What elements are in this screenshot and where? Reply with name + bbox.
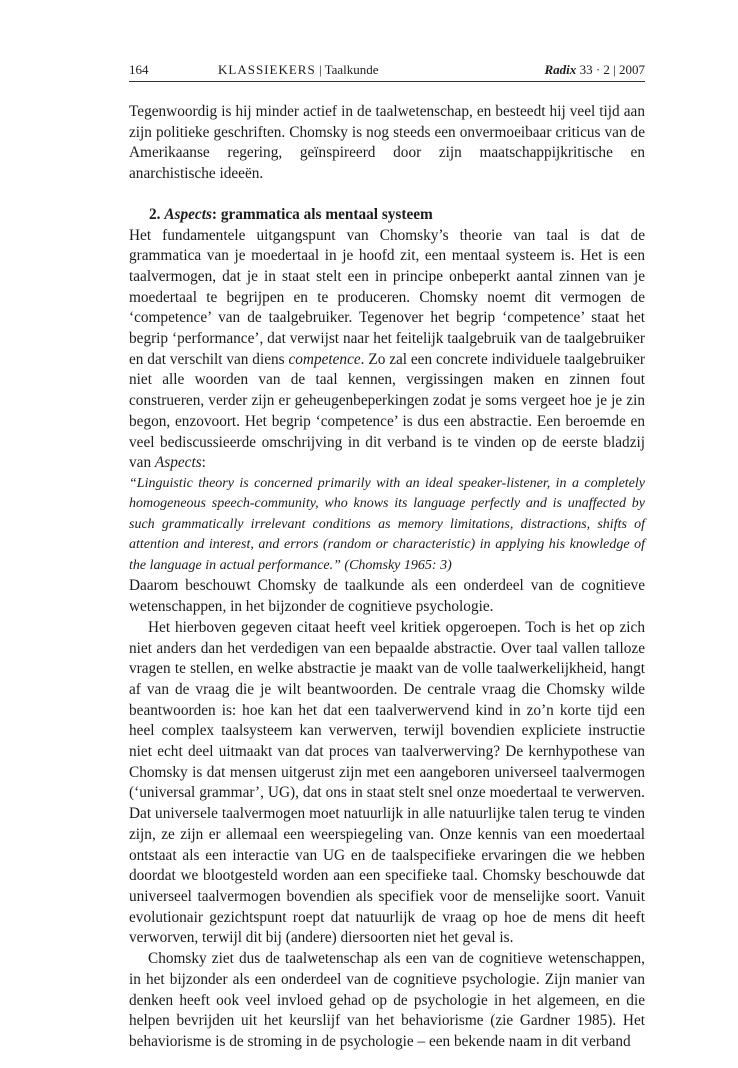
journal-name: Radix [544,62,577,77]
subsection-name: Taalkunde [324,62,379,77]
section-name: KLASSIEKERS [218,62,316,77]
block-quote: “Linguistic theory is concerned primarily with an ideal speaker-listener, in a completely homogeneous speech-community, who knows its language perfectly and is unaffected by such grammatically irrelevant conditions as memory limitations, distractions, shifts of attention and interest, and errors (random or characteristic) in applying his knowledge of the language in actual performance.” (Chomsky 1965: 3) [129,475,645,573]
italic-title: Aspects [154,454,202,472]
journal-info [545,62,645,78]
intro-paragraph: Tegenwoordig is hij minder actief in de taalwetenschap, en besteedt hij veel tijd aan zijn politieke geschriften. Chomsky is nog steeds een onvermoeibaar criticus van de Amerikaanse regering, geïnspireerd door zijn maatschappijkritische en anarchistische ideeën. [129,103,645,183]
section-heading [129,205,645,226]
paragraph-behaviorism: Chomsky ziet dus de taalwetenschap als een van de cognitieve wetenschappen, in het bijzonder als een onderdeel van de cognitieve psychologie. Zijn manier van denken heeft ook veel invloed gehad op de psychologie in het algemeen, en die helpen bevrijden uit het keurslijf van het behaviorisme (zie Gardner 1985). Het behaviorisme is de stroming in de psychologie – een bekende naam in dit verband [129,950,645,1050]
article-body [129,102,645,1053]
header-rule [129,81,645,82]
header-separator: | [318,62,322,77]
paragraph-text: : [201,454,206,472]
journal-issue: 33 · 2 | 2007 [579,62,645,77]
paragraph-competence [129,226,645,474]
paragraph-conclusion: Daarom beschouwt Chomsky de taalkunde als een onderdeel van de cognitieve wetenschappen, in het bijzonder de cognitieve psychologie. [129,577,645,616]
paragraph-text: Het fundamentele uitgangspunt van Chomsky’s theorie van taal is dat de grammatica van je moedertaal in je hoofd zit, een mentaal systeem is. Het is een taalvermogen, dat je in staat stelt een in principe onbeperkt aantal zinnen van je moedertaal te begrijpen en te produceren. Chomsky noemt dit vermogen de ‘competence’ van de taalgebruiker. Tegenover het begrip ‘competence’ staat het begrip ‘performance’, dat verwijst naar het feitelijk taalgebruik van de taalgebruiker en dat verschilt van diens [129,226,645,368]
page-number: 164 [129,62,149,77]
section-title-text: : grammatica als mentaal systeem [211,205,433,223]
running-header [129,62,645,78]
paragraph-criticism: Het hierboven gegeven citaat heeft veel kritiek opgeroepen. Toch is het op zich niet anders dan het verdedigen van een bepaalde abstractie. Over taal vallen talloze vragen te stellen, en welke abstractie je maakt van de volle taalwerkelijkheid, hangt af van de vraag die je wilt beantwoorden. De centrale vraag die Chomsky wilde beantwoorden is: hoe kan het dat een taalverwervend kind in zo’n korte tijd een heel complex taalsysteem kan verwerven, terwijl bovendien expliciete instructie niet echt deel uitmaakt van dat proces van taalverwerving? De kernhypothese van Chomsky is dat mensen uitgerust zijn met een aangeboren universeel taalvermogen (‘universal grammar’, UG), dat ons in staat stelt snel onze moedertaal te verwerven. Dat universele taalvermogen moet natuurlijk in alle natuurlijke talen terug te vinden zijn, ze zijn er allemaal een weerspiegeling van. Onze kennis van een moedertaal ontstaat als een interactie van UG en de taalspecifieke ervaringen die we hebben doordat we blootgesteld worden aan een specifieke taal. Chomsky beschouwde dat universeel taalvermogen bovendien als specifiek voor de menselijke soort. Vanuit evolutionair gezichtspunt roept dat natuurlijk de vraag op hoe de mens dit heeft verworven, terwijl dit bij (andere) diersoorten niet het geval is. [129,618,645,947]
section-gap [129,185,645,205]
paragraph-text: . Zo zal een concrete individuele taalgebruiker niet alle woorden van de taal kennen, vergissingen maken en zinnen fout construeren, verder zijn er geheugenbeperkingen zodat je soms vergeet hoe je je zin begon, enzovoort. Het begrip ‘competence’ is dus een abstractie. Een beroemde en veel bediscussieerde omschrijving in dit verband is te vinden op de eerste bladzij van [129,350,645,472]
section-number: 2. [149,205,161,223]
section-title-italic: Aspects [164,205,212,223]
italic-term: competence [288,350,361,368]
header-section [218,62,379,78]
